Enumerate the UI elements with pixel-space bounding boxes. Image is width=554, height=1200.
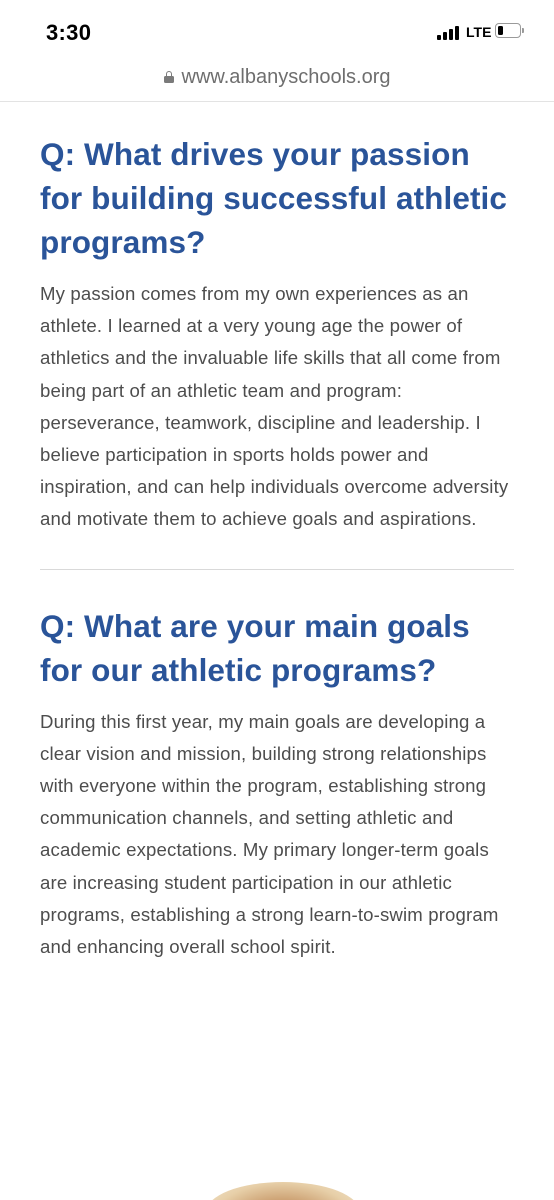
status-time: 3:30 — [46, 20, 92, 45]
browser-address-bar[interactable] — [0, 60, 554, 102]
url-text: www.albanyschools.org — [181, 66, 391, 88]
lock-icon — [164, 71, 174, 83]
question-heading-passion: Q: What drives your passion for building successful athletic programs? — [40, 136, 508, 260]
network-type: LTE — [466, 24, 492, 40]
battery-icon — [495, 23, 526, 40]
answer-paragraph-goals: During this first year, my main goals are developing a clear vision and mission, building strong relationships with everyone within the program, establishing strong communication channels, and setting athletic and academic expectations. My primary longer-term goals are increasing student participation in our athletic programs, establishing a strong learn-to-swim program and enhancing overall school spirit. — [40, 710, 499, 958]
status-bar — [0, 0, 554, 60]
question-heading-goals: Q: What are your main goals for our athletic programs? — [40, 607, 470, 688]
section-divider — [40, 569, 514, 570]
article-content — [40, 132, 514, 963]
answer-paragraph-passion: My passion comes from my own experiences as an athlete. I learned at a very young age the power of athletics and the invaluable life skills that all come from being part of an athletic team and program: perseverance, teamwork, discipline and leadership. I believe participation in sports holds power and inspiration, and can help individuals overcome adversity and motivate them to achieve goals and aspirations. — [40, 283, 509, 530]
cellular-signal-icon — [437, 26, 463, 40]
profile-photo — [206, 1182, 360, 1200]
